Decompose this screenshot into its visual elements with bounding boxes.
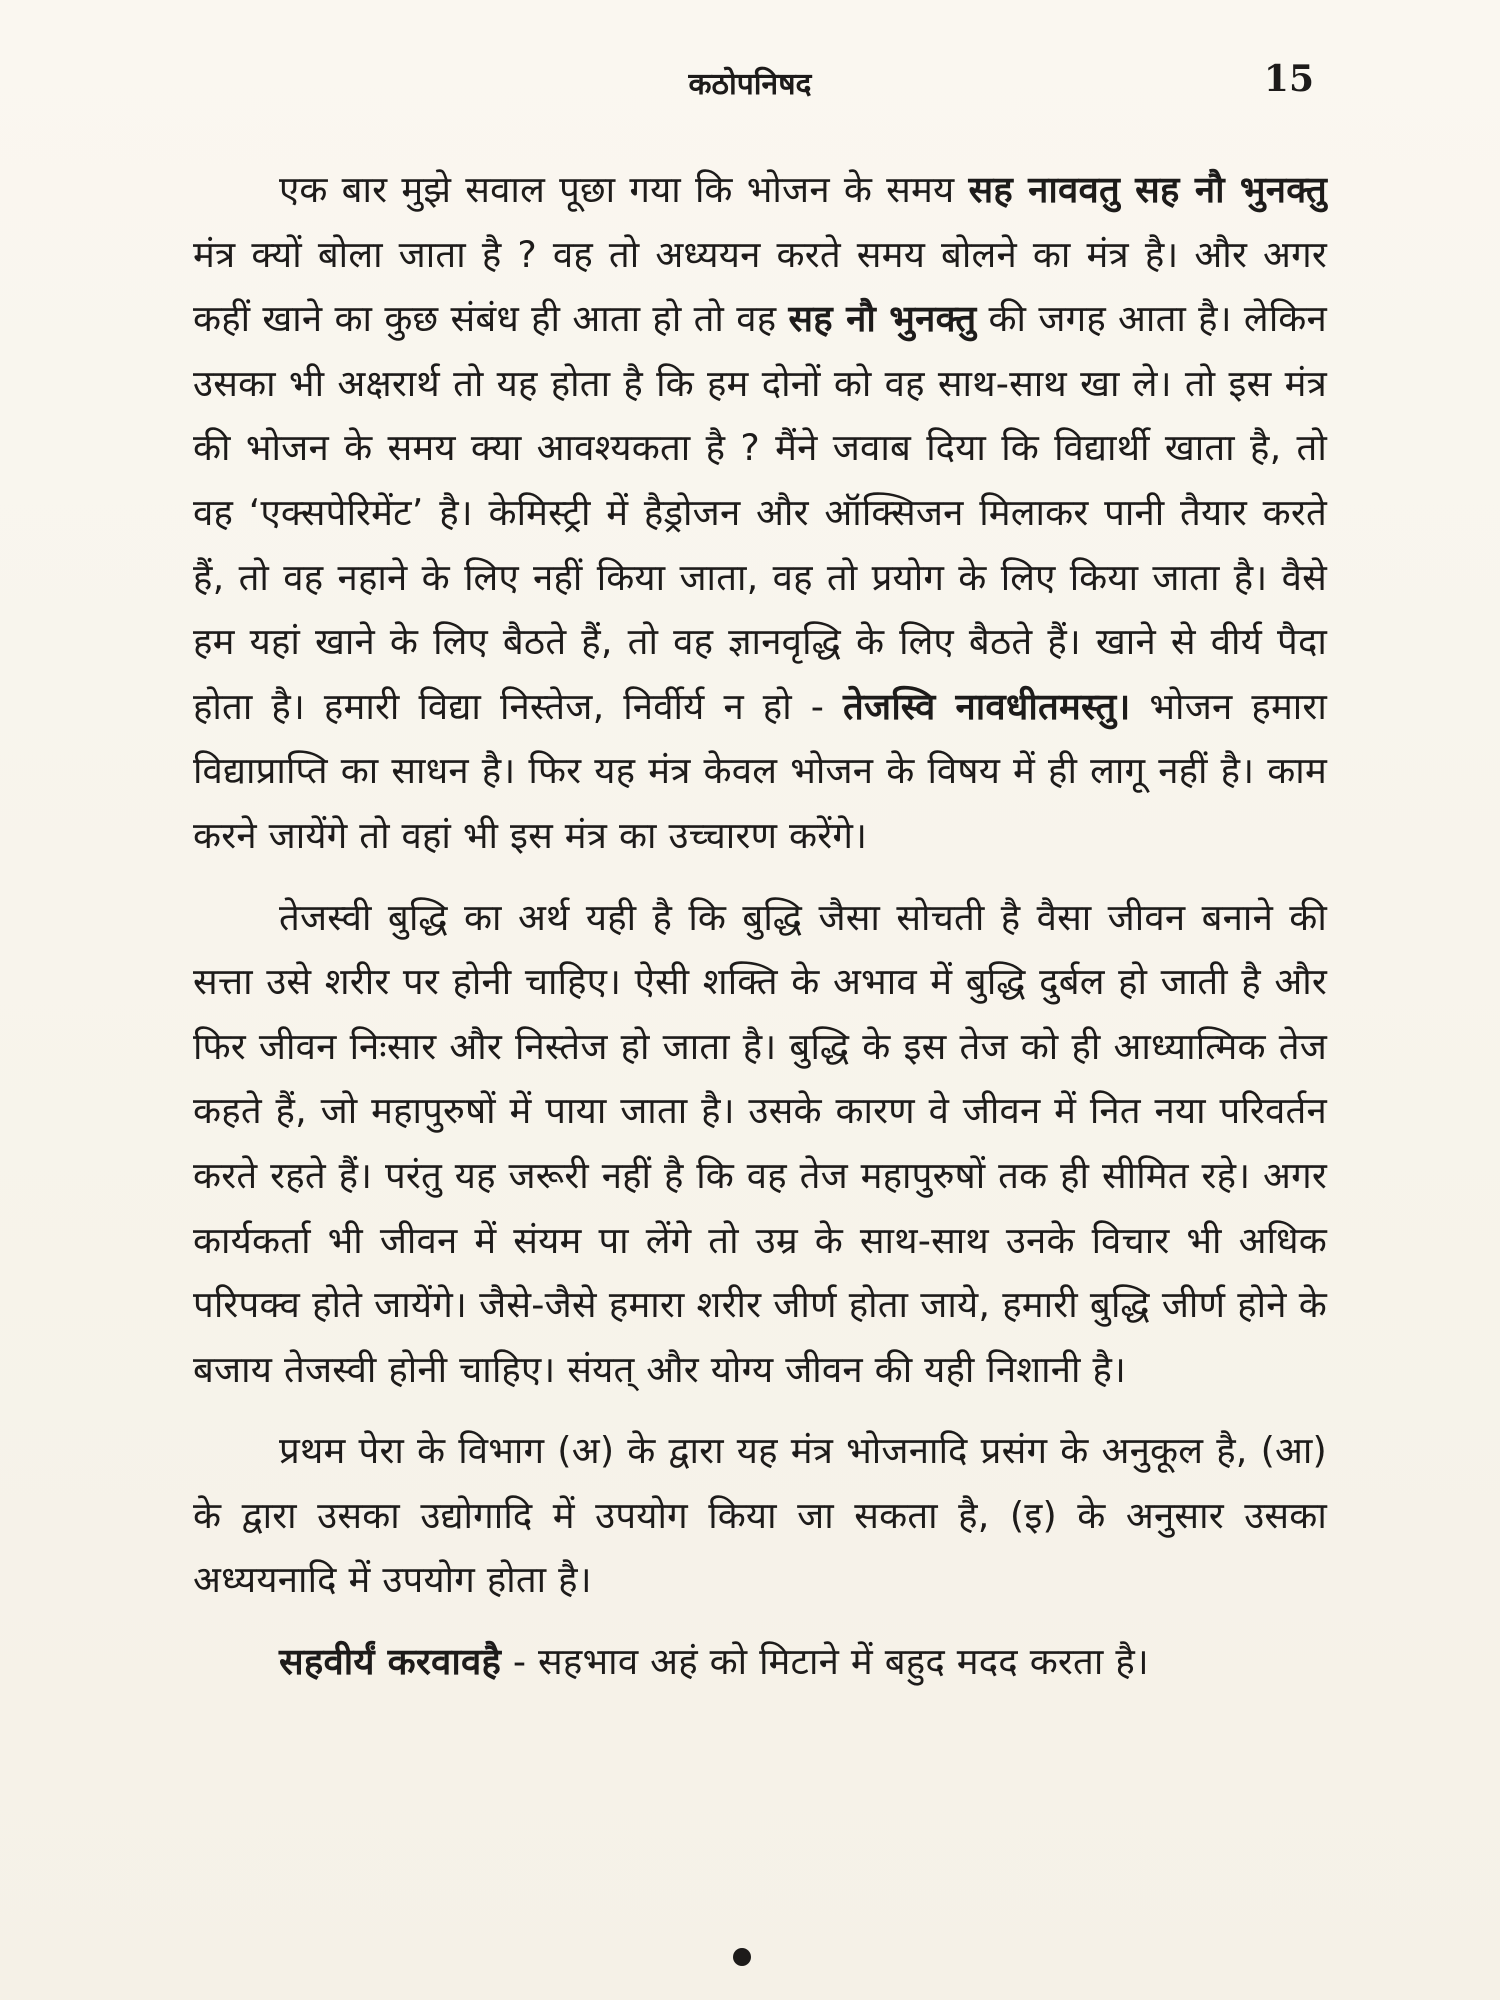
text-run: भोजन हमारा विद्याप्राप्ति का साधन है। फिर यह मंत्र केवल भोजन के विषय में ही लागू नहीं है। काम करने जायेंगे तो वहां भी इस मंत्र का उच्चारण करेंगे।: [193, 684, 1328, 857]
page-number: 15: [1263, 58, 1314, 100]
text-run: प्रथम पेरा के विभाग (अ) के द्वारा यह मंत्र भोजनादि प्रसंग के अनुकूल है, (आ) के द्वारा उसका उद्योगादि में उपयोग किया जा सकता है, (इ) के अनुसार उसका अध्ययनादि में उपयोग होता है।: [193, 1429, 1327, 1602]
body-text: [193, 158, 1327, 1712]
running-title: कठोपनिषद: [688, 67, 812, 102]
running-header: [0, 58, 1500, 112]
paragraph-1: [193, 158, 1327, 869]
text-run: तेजस्वी बुद्धि का अर्थ यही है कि बुद्धि जैसा सोचती है वैसा जीवन बनाने की सत्ता उसे शरीर पर होनी चाहिए। ऐसी शक्ति के अभाव में बुद्धि दुर्बल हो जाती है और फिर जीवन निःसार और निस्तेज हो जाता है। बुद्धि के इस तेज को ही आध्यात्मिक तेज कहते हैं, जो महापुरुषों में पाया जाता है। उसके कारण वे जीवन में नित नया परिवर्तन करते रहते हैं। परंतु यह जरूरी नहीं है कि वह तेज महापुरुषों तक ही सीमित रहे। अगर कार्यकर्ता भी जीवन में संयम पा लेंगे तो उम्र के साथ-साथ उनके विचार भी अधिक परिपक्व होते जायेंगे। जैसे-जैसे हमारा शरीर जीर्ण होता जाये, हमारी बुद्धि जीर्ण होने के बजाय तेजस्वी होनी चाहिए। संयत् और योग्य जीवन की यही निशानी है।: [193, 895, 1327, 1391]
paragraph-2: [193, 886, 1327, 1403]
text-run: की जगह आता है। लेकिन उसका भी अक्षरार्थ तो यह होता है कि हम दोनों को वह साथ-साथ खा ले। तो इस मंत्र की भोजन के समय क्या आवश्यकता है ? मैंने जवाब दिया कि विद्यार्थी खाता है, तो वह ‘एक्सपेरिमेंट’ है। केमिस्ट्री में हैड्रोजन और ऑक्सिजन मिलाकर पानी तैयार करते हैं, तो वह नहाने के लिए नहीं किया जाता, वह तो प्रयोग के लिए किया जाता है। वैसे हम यहां खाने के लिए बैठते हैं, तो वह ज्ञानवृद्धि के लिए बैठते हैं। खाने से वीर्य पैदा होता है। हमारी विद्या निस्तेज, निर्वीर्य न हो -: [193, 297, 1327, 728]
bold-mantra: सह नौ भुनक्तु: [788, 297, 977, 341]
text-run: मंत्र क्यों बोला जाता है ? वह तो अध्ययन करते समय बोलने का मंत्र है। और अगर कहीं खाने का कुछ संबंध ही आता हो तो वह: [193, 232, 1327, 341]
bold-mantra: सह नाववतु सह नौ भुनक्तु: [968, 168, 1327, 211]
bold-mantra: सहवीर्यं करवावहै: [279, 1640, 502, 1684]
paragraph-4: [193, 1630, 1327, 1695]
text-run: एक बार मुझे सवाल पूछा गया कि भोजन के समय: [279, 168, 969, 211]
paragraph-3: [193, 1419, 1327, 1613]
text-run: - सहभाव अहं को मिटाने में बहुद मदद करता है।: [501, 1640, 1149, 1684]
page-end-dot-icon: [733, 1948, 751, 1966]
bold-mantra: तेजस्वि नावधीतमस्तु।: [843, 684, 1131, 728]
